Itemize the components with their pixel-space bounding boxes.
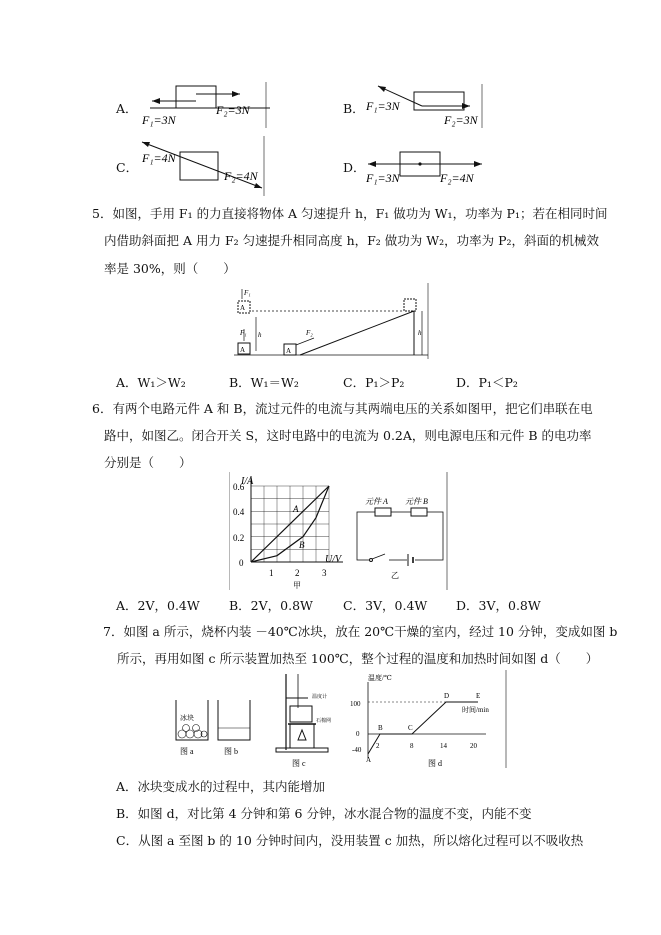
q7-d-xtick-2: 2	[376, 742, 380, 750]
q5-lab-f1a: F₁	[244, 289, 251, 297]
q7-d-xtick-20: 20	[470, 742, 477, 750]
q4-option-a-letter: A．	[116, 101, 138, 116]
q5-lab-f1b: F₁	[240, 329, 247, 337]
q5-line-1: 5．如图，手用 F₁ 的力直接将物体 A 匀速提升 h，F₁ 做功为 W₁，功率为 P₁；若在相同时间	[92, 206, 608, 221]
q6-xlabel: U/V	[325, 554, 342, 565]
q4-option-c-diagram	[136, 136, 276, 198]
q6-ytick-04: 0.4	[233, 507, 245, 517]
q6-elem-b: 元件 B	[405, 497, 428, 506]
q7-fig-b: 图 b	[224, 747, 238, 756]
q6-xtick-1: 1	[269, 568, 274, 578]
q6-option-d: D．3V，0.8W	[456, 598, 541, 613]
q5-lab-f2: F₂	[306, 329, 313, 337]
q6-option-c: C．3V，0.4W	[343, 598, 428, 613]
q7-d-pt-d: D	[444, 692, 450, 700]
q4-option-a-diagram	[140, 82, 320, 130]
q6-xtick-3: 3	[322, 568, 327, 578]
q7-d-pt-e: E	[476, 692, 481, 700]
q6-series-b-label: B	[299, 540, 305, 550]
q7-d-ytick-100: 100	[350, 700, 361, 708]
q4-option-c-letter: C．	[116, 160, 139, 175]
q5-option-b: B．W₁＝W₂	[229, 375, 299, 390]
q4-option-b-diagram	[360, 82, 490, 130]
q7-option-b: B．如图 d，对比第 4 分钟和第 6 分钟，冰水混合物的温度不变，内能不变	[116, 806, 532, 821]
q5-lab-h2: h	[418, 329, 422, 337]
q4a-f1: F₁=3N	[142, 113, 176, 127]
q4-option-b-letter: B．	[343, 101, 365, 116]
q5-lab-h1: h	[258, 331, 262, 339]
q5-incline-figure	[234, 283, 430, 361]
q7-d-xtick-14: 14	[440, 742, 447, 750]
q7-line-2: 所示，再用如图 c 所示装置加热至 100℃，整个过程的温度和加热时间如图 d（ ）	[117, 651, 599, 666]
q4-option-d-diagram	[364, 140, 490, 190]
q6-caption-jia: 甲	[293, 581, 301, 590]
q6-ytick-02: 0.2	[233, 533, 245, 543]
q7-d-ytick-0: 0	[356, 730, 360, 738]
q7-figures	[172, 668, 508, 770]
q7-temp-time-graph	[368, 682, 486, 758]
q6-line-1: 6．有两个电路元件 A 和 B，流过元件的电流与其两端电压的关系如图甲，把它们串联在电	[92, 401, 593, 416]
q7-option-c: C．从图 a 至图 b 的 10 分钟时间内，没用装置 c 加热，所以熔化过程可以不吸收热	[116, 833, 584, 848]
q6-option-b: B．2V，0.8W	[229, 598, 313, 613]
q5-option-a: A．W₁＞W₂	[116, 375, 186, 390]
q4c-f1: F₁=4N	[142, 151, 176, 165]
q7-d-pt-a: A	[366, 756, 372, 764]
q6-option-a: A．2V，0.4W	[116, 598, 200, 613]
q7-d-pt-c: C	[408, 724, 413, 732]
q6-iv-chart	[229, 470, 449, 592]
q5-lab-a2: A	[240, 346, 246, 354]
q5-option-c: C．P₁＞P₂	[343, 375, 405, 390]
q6-ylabel: I/A	[241, 476, 254, 487]
q6-line-3: 分别是（ ）	[104, 455, 192, 470]
q4b-f1: F₁=3N	[366, 99, 400, 113]
q4d-f2: F₂=4N	[440, 171, 474, 185]
q7-line-1: 7．如图 a 所示，烧杯内装 －40℃冰块，放在 20℃干燥的室内，经过 10 分钟，变成如图 b	[103, 624, 618, 639]
q7-option-a: A．冰块变成水的过程中，其内能增加	[116, 779, 326, 794]
q7-d-xtick-8: 8	[410, 742, 414, 750]
q7-d-ytick-neg40: -40	[352, 746, 362, 754]
q6-ytick-06: 0.6	[233, 482, 245, 492]
q7-d-xlabel: 时间/min	[462, 706, 489, 714]
q7-d-caption: 图 d	[428, 759, 442, 768]
q7-ice-label: 冰块	[180, 714, 194, 722]
q5-lab-a1: A	[240, 304, 246, 312]
q6-ytick-0: 0	[239, 558, 244, 568]
q4d-f1: F₁=3N	[366, 171, 400, 185]
q7-fig-c-note1: 温度计	[312, 695, 328, 700]
q4c-f2: F₂=4N	[224, 169, 258, 183]
q6-xtick-2: 2	[295, 568, 300, 578]
q7-d-pt-b: B	[378, 724, 383, 732]
q7-d-ylabel: 温度/℃	[368, 674, 392, 682]
q6-caption-yi: 乙	[391, 571, 399, 580]
q5-option-d: D．P₁＜P₂	[456, 375, 518, 390]
q4b-f2: F₂=3N	[444, 113, 478, 127]
q6-line-2: 路中，如图乙。闭合开关 S，这时电路中的电流为 0.2A，则电源电压和元件 B 的电功率	[104, 428, 592, 443]
q5-line-3: 率是 30%，则（ ）	[104, 261, 236, 276]
q5-lab-a3: A	[286, 347, 292, 355]
q5-line-2: 内借助斜面把 A 用力 F₂ 匀速提升相同高度 h，F₂ 做功为 W₂，功率为 P₂，斜面的机械效	[104, 233, 600, 248]
q4-option-d-letter: D．	[343, 160, 366, 175]
q6-circuit	[357, 497, 443, 580]
q6-series-a-label: A	[293, 504, 299, 514]
q4a-f2: F₂=3N	[216, 103, 250, 117]
q7-fig-c: 图 c	[292, 759, 306, 768]
q7-fig-c-note2: 石棉网	[316, 719, 332, 724]
q6-elem-a: 元件 A	[365, 497, 388, 506]
q7-fig-a: 图 a	[180, 747, 194, 756]
